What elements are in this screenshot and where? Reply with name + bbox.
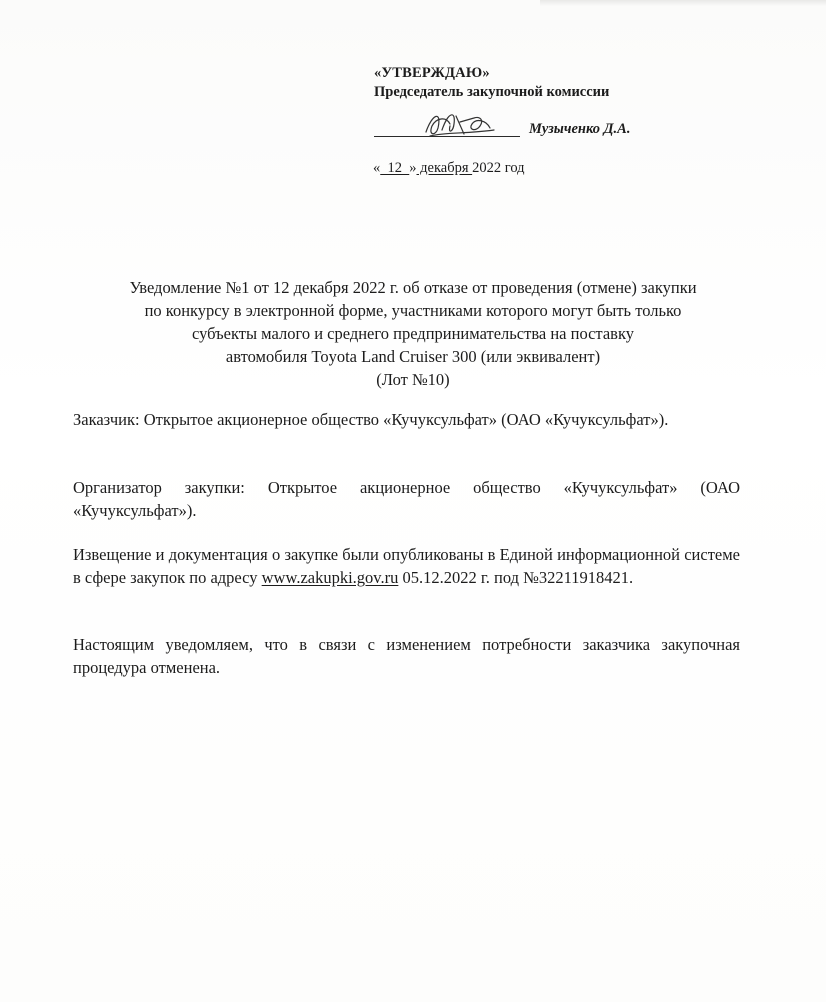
cancellation-paragraph: Настоящим уведомляем, что в связи с изменением потребности заказчика закупочная процедура отменена. [73, 635, 740, 677]
title-line: субъекты малого и среднего предпринимательства на поставку [191, 324, 634, 343]
page-shadow-edge [540, 0, 826, 6]
organizer-text: Открытое акционерное общество «Кучуксульфат» (ОАО «Кучуксульфат»). [73, 478, 740, 520]
signer-name: Музыченко Д.А. [529, 121, 631, 137]
date-year: 2022 год [472, 160, 525, 176]
notice-title [60, 276, 766, 391]
signature-row [374, 118, 694, 142]
customer-paragraph [73, 408, 740, 431]
organizer-label: Организатор закупки: [73, 478, 245, 497]
date-open-quote: « [373, 160, 381, 176]
approval-title: «УТВЕРЖДАЮ» [374, 65, 490, 81]
approval-date [373, 160, 525, 177]
title-line: Уведомление №1 от 12 декабря 2022 г. об отказе от проведения (отмене) закупки [129, 278, 697, 297]
date-day: 12 [380, 160, 410, 176]
handwritten-signature [420, 106, 498, 142]
date-close-quote: » [409, 160, 417, 176]
zakupki-link[interactable]: www.zakupki.gov.ru [261, 568, 399, 587]
customer-label: Заказчик: [73, 410, 140, 429]
title-line: автомобиля Toyota Land Cruiser 300 (или эквивалент) [225, 347, 601, 366]
title-line: по конкурсу в электронной форме, участниками которого могут быть только [144, 301, 682, 320]
publication-number: 05.12.2022 г. под №32211918421. [398, 568, 634, 587]
approval-role: Председатель закупочной комиссии [374, 84, 610, 100]
approval-block [374, 64, 694, 102]
customer-text: Открытое акционерное общество «Кучуксульфат» (ОАО «Кучуксульфат»). [143, 410, 669, 429]
publication-paragraph [73, 543, 740, 589]
date-month: декабря [416, 160, 473, 176]
publication-text: Извещение и документация о закупке были опубликованы в Единой информационной системе в сфере закупок по адресу [73, 545, 740, 587]
organizer-paragraph [73, 476, 740, 522]
title-line: (Лот №10) [376, 370, 450, 389]
